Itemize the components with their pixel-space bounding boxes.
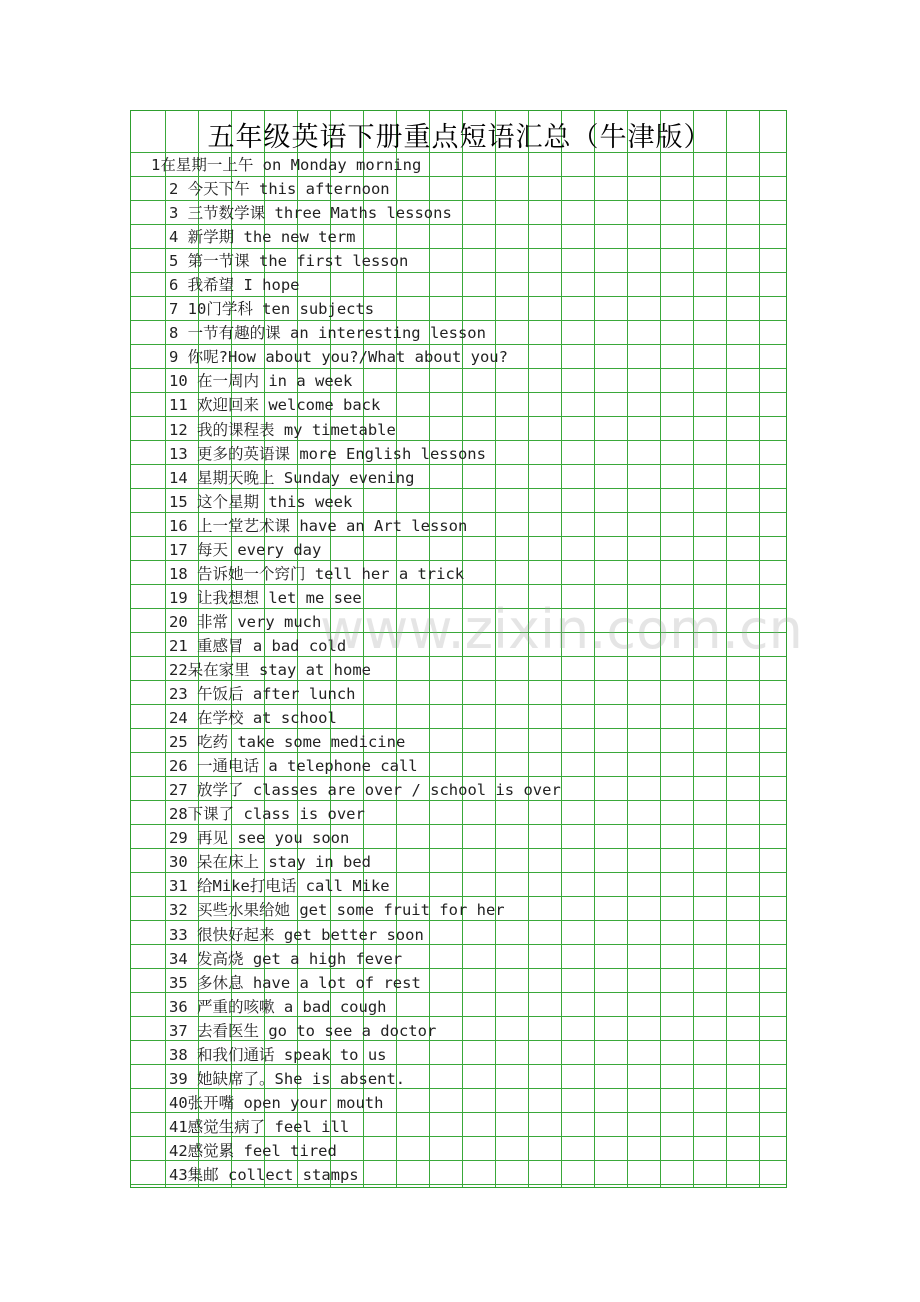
- phrase-entry: 21 重感冒 a bad cold: [169, 636, 347, 655]
- phrase-entry: 9 你呢?How about you?/What about you?: [169, 348, 508, 367]
- phrase-entry: 10 在一周内 in a week: [169, 372, 353, 391]
- phrase-entry: 14 星期天晚上 Sunday evening: [169, 468, 415, 487]
- phrase-entry: 43集邮 collect stamps: [169, 1165, 359, 1184]
- phrase-entry: 8 一节有趣的课 an interesting lesson: [169, 324, 486, 343]
- phrase-entry: 39 她缺席了。She is absent.: [169, 1069, 406, 1088]
- phrase-entry: 35 多休息 have a lot of rest: [169, 973, 421, 992]
- phrase-entry: 16 上一堂艺术课 have an Art lesson: [169, 516, 468, 535]
- phrase-entry: 17 每天 every day: [169, 540, 322, 559]
- phrase-entry: 2 今天下午 this afternoon: [169, 180, 390, 199]
- phrase-entry: 37 去看医生 go to see a doctor: [169, 1021, 437, 1040]
- phrase-entry: 38 和我们通话 speak to us: [169, 1045, 387, 1064]
- phrase-entry: 12 我的课程表 my timetable: [169, 420, 396, 439]
- phrase-entry: 15 这个星期 this week: [169, 492, 353, 511]
- phrase-entry: 19 让我想想 let me see: [169, 588, 362, 607]
- phrase-entry: 11 欢迎回来 welcome back: [169, 396, 381, 415]
- phrase-entry: 31 给Mike打电话 call Mike: [169, 877, 390, 896]
- phrase-entry: 18 告诉她一个窍门 tell her a trick: [169, 564, 465, 583]
- phrase-entry: 1在星期一上午 on Monday morning: [151, 156, 422, 174]
- phrase-entry: 42感觉累 feel tired: [169, 1141, 337, 1160]
- phrase-list: [131, 153, 803, 1187]
- phrase-entry: 32 买些水果给她 get some fruit for her: [169, 901, 505, 920]
- phrase-entry: 3 三节数学课 three Maths lessons: [169, 204, 452, 223]
- phrase-entry: 22呆在家里 stay at home: [169, 660, 371, 679]
- phrase-entry: 4 新学期 the new term: [169, 228, 356, 247]
- phrase-entry: 40张开嘴 open your mouth: [169, 1093, 384, 1112]
- phrase-entry: 26 一通电话 a telephone call: [169, 757, 418, 776]
- phrase-entry: 24 在学校 at school: [169, 709, 337, 728]
- page-title: 五年级英语下册重点短语汇总（牛津版）: [207, 122, 712, 153]
- phrase-entry: 29 再见 see you soon: [169, 829, 350, 848]
- phrase-entry: 13 更多的英语课 more English lessons: [169, 444, 486, 463]
- phrase-entry: 28下课了 class is over: [169, 805, 365, 824]
- phrase-entry: 30 呆在床上 stay in bed: [169, 853, 371, 872]
- phrase-entry: 23 午饭后 after lunch: [169, 685, 356, 704]
- phrase-entry: 34 发高烧 get a high fever: [169, 949, 403, 968]
- watermark: www.zixin.com.cn: [320, 598, 803, 661]
- phrase-entry: 20 非常 very much: [169, 612, 322, 631]
- phrase-entry: 36 严重的咳嗽 a bad cough: [169, 997, 387, 1016]
- grid-sheet: [130, 110, 803, 1188]
- phrase-entry: 27 放学了 classes are over / school is over: [169, 781, 561, 800]
- phrase-entry: 7 10门学科 ten subjects: [169, 300, 375, 319]
- phrase-entry: 5 第一节课 the first lesson: [169, 252, 409, 271]
- phrase-entry: 33 很快好起来 get better soon: [169, 925, 424, 944]
- phrase-entry: 6 我希望 I hope: [169, 276, 300, 295]
- phrase-entry: 41感觉生病了 feel ill: [169, 1117, 350, 1136]
- phrase-entry: 25 吃药 take some medicine: [169, 733, 406, 752]
